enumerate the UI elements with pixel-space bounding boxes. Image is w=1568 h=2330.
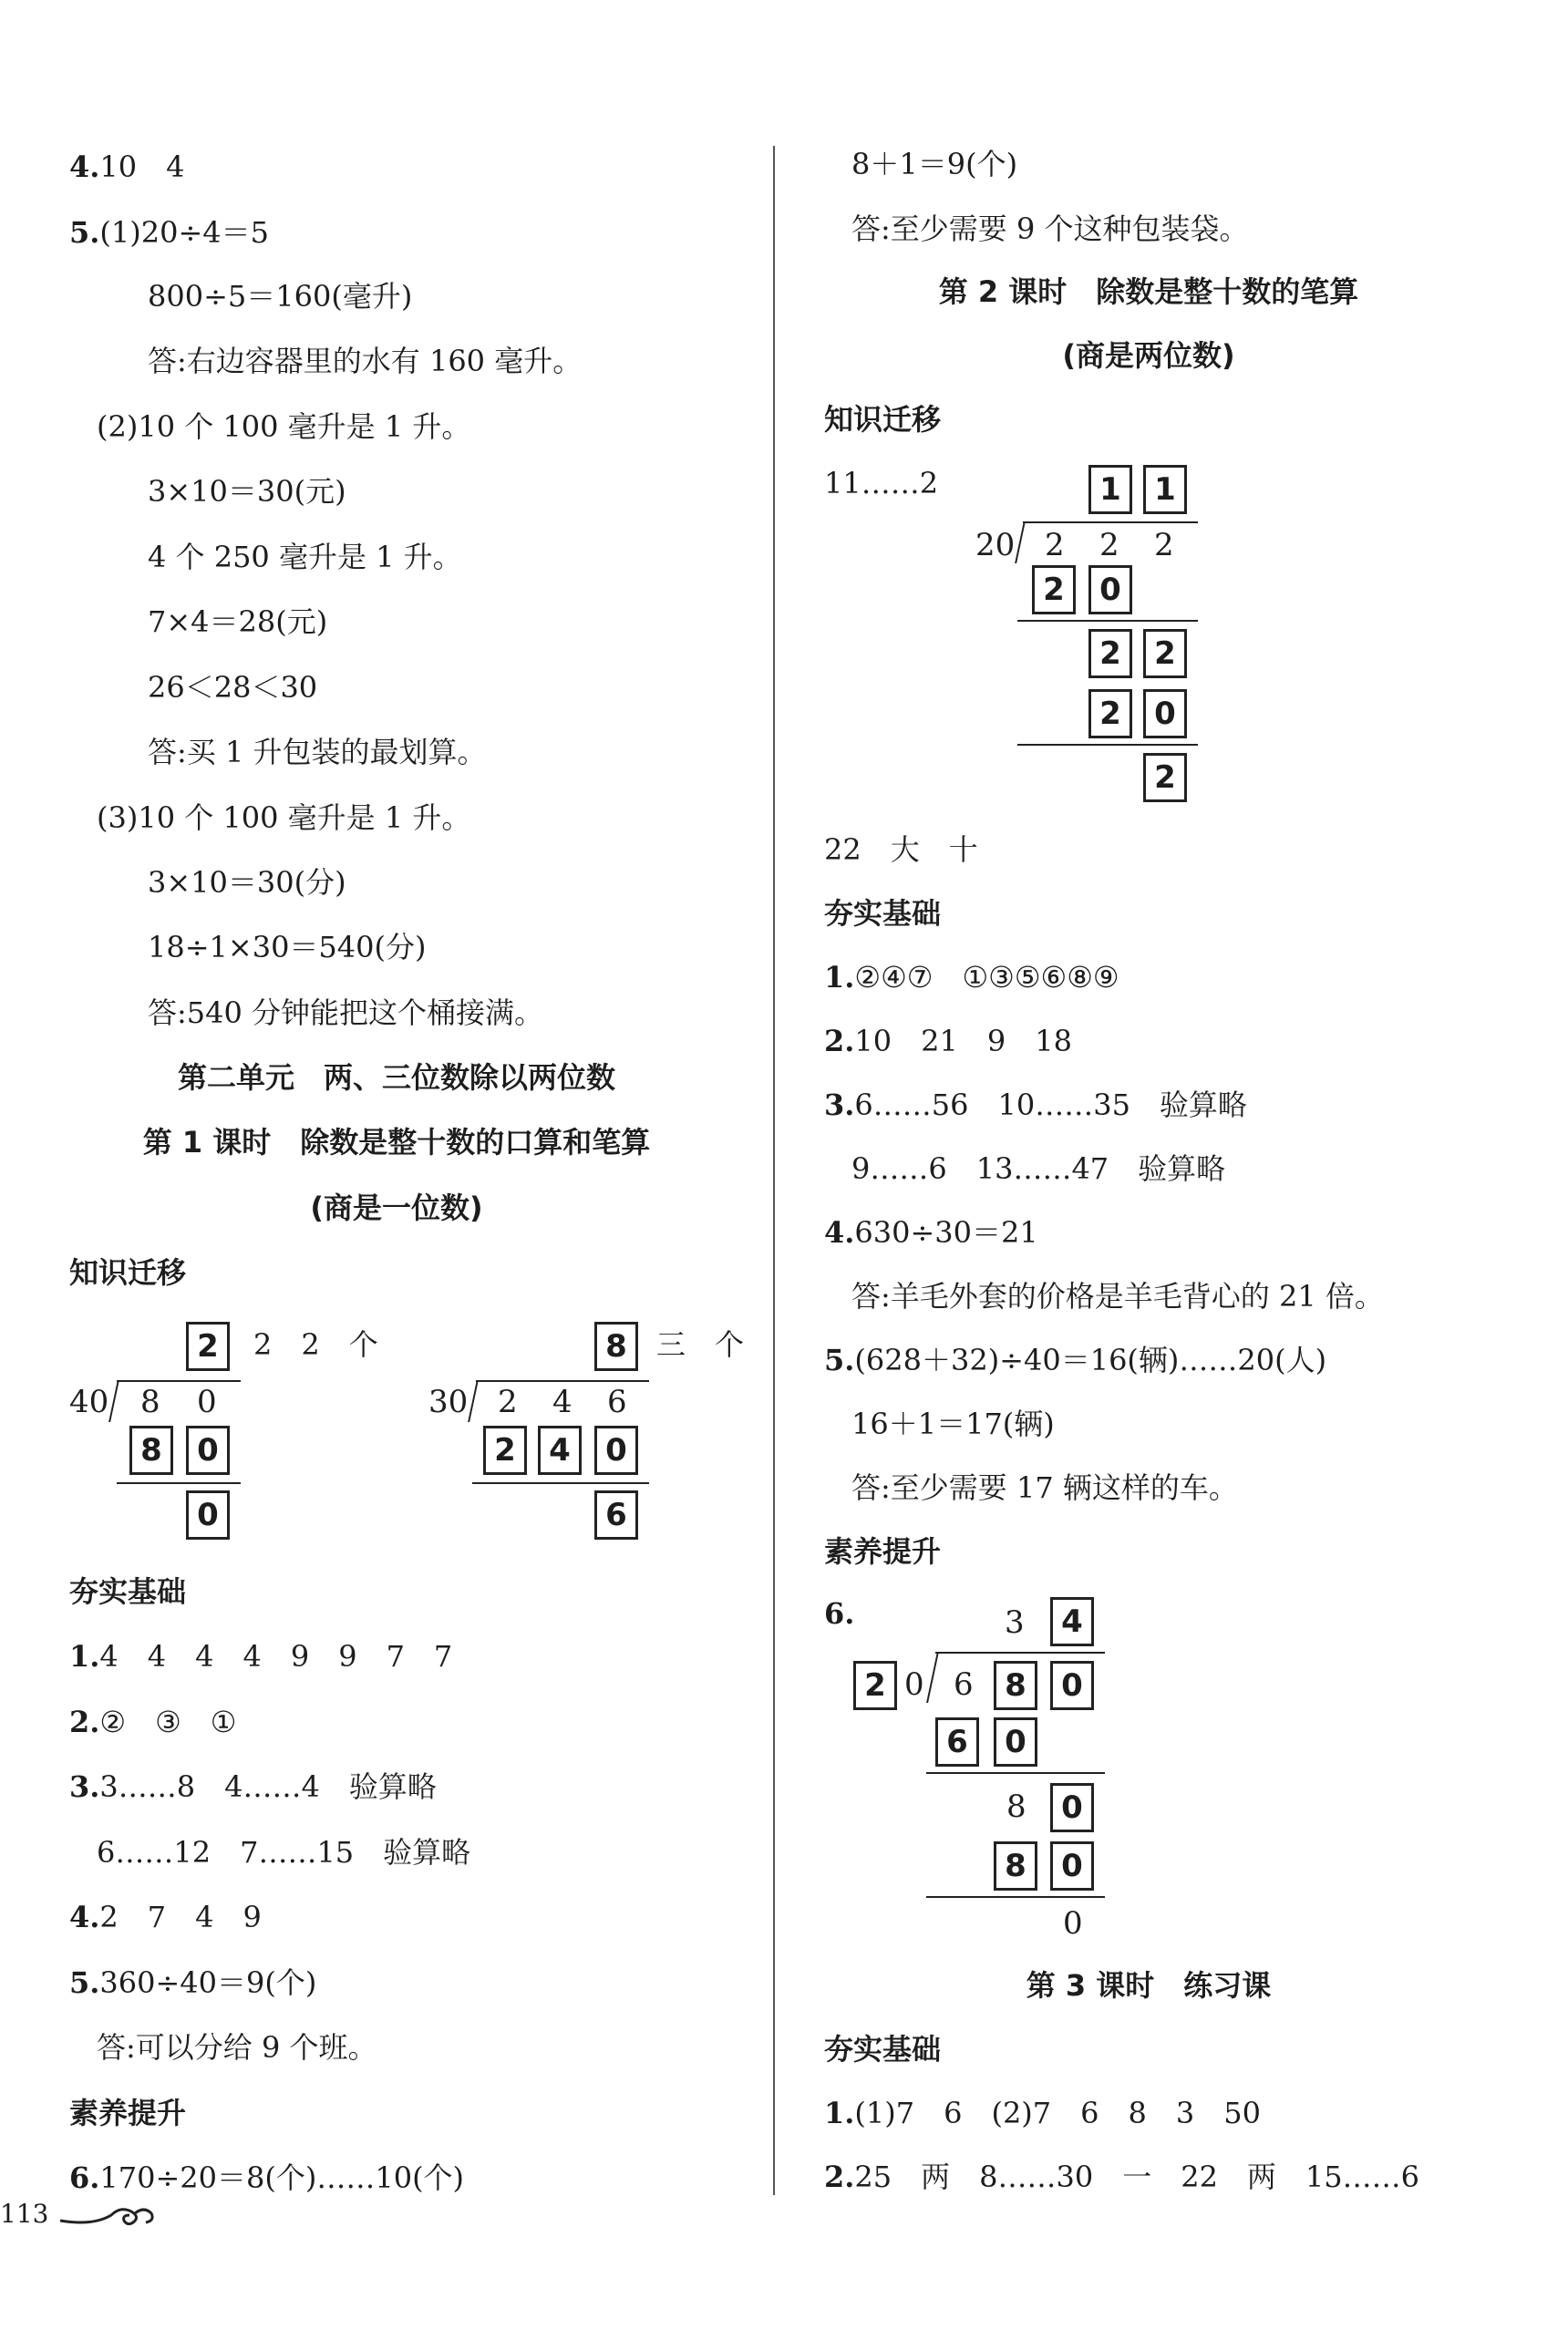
dividend-digit: 2 — [1099, 527, 1119, 563]
partial-box: 2 — [1143, 629, 1187, 678]
product-box: 2 — [1088, 689, 1132, 738]
answer-line: 5.(628＋32)÷40＝16(辆)……20(人) — [824, 1343, 1327, 1377]
quotient-box: 8 — [594, 1322, 638, 1371]
lesson-subtitle: (商是一位数) — [310, 1191, 483, 1225]
product-box: 4 — [538, 1426, 582, 1475]
answer-line: 22 大 十 — [824, 832, 978, 867]
dividend-digit: 4 — [552, 1384, 573, 1420]
partial-digit: 8 — [1006, 1789, 1026, 1825]
subtraction-line — [1017, 744, 1198, 746]
section-heading: 夯实基础 — [824, 2032, 942, 2067]
quotient-box: 1 — [1088, 465, 1132, 514]
product-box: 0 — [186, 1426, 230, 1475]
answer-line: 16＋1＝17(辆) — [851, 1407, 1055, 1441]
answer-line: 1.4 4 4 4 9 9 7 7 — [69, 1639, 453, 1674]
page-number: 113 — [0, 2199, 49, 2229]
subtraction-line — [926, 1772, 1105, 1774]
dividend-digit: 6 — [954, 1666, 974, 1703]
product-box: 2 — [1032, 565, 1076, 614]
answer-line: 答:540 分钟能把这个桶接满。 — [148, 995, 544, 1030]
answer-line: 3×10＝30(分) — [148, 865, 346, 900]
answer-line: 800÷5＝160(毫升) — [148, 279, 413, 314]
subtraction-line — [117, 1482, 241, 1484]
section-heading: 夯实基础 — [824, 896, 942, 931]
division-bracket — [926, 1652, 939, 1703]
partial-box: 2 — [1088, 629, 1132, 678]
answer-line: 11……2 — [824, 466, 939, 500]
quotient-box: 4 — [1050, 1597, 1094, 1646]
answer-line: 4 个 250 毫升是 1 升。 — [148, 540, 462, 574]
product-box: 0 — [594, 1426, 638, 1475]
product-box: 0 — [1143, 689, 1187, 738]
remainder-box: 2 — [1143, 753, 1187, 802]
division-bracket — [108, 1380, 119, 1422]
product-box: 8 — [994, 1841, 1037, 1891]
answer-line: 3.3……8 4……4 验算略 — [69, 1769, 437, 1804]
divisor: 20 — [975, 527, 1016, 563]
remainder-box: 0 — [186, 1490, 230, 1540]
answer-line: 答:至少需要 9 个这种包装袋。 — [851, 211, 1249, 246]
answer-line: 2.② ③ ① — [69, 1705, 237, 1739]
dividend-digit: 6 — [607, 1384, 627, 1420]
unit-title: 第二单元 两、三位数除以两位数 — [177, 1060, 616, 1095]
answer-line: 9……6 13……47 验算略 — [851, 1151, 1226, 1186]
division-overline — [935, 1652, 1105, 1654]
lesson-title: 第 3 课时 练习课 — [1026, 1968, 1272, 2003]
answer-line: 6……12 7……15 验算略 — [97, 1835, 471, 1870]
subtraction-line — [1017, 620, 1198, 622]
product-box: 6 — [935, 1717, 979, 1767]
dividend-digit: 0 — [197, 1384, 217, 1420]
answer-line: 答:至少需要 17 辆这样的车。 — [851, 1470, 1238, 1505]
answer-line: 答:买 1 升包装的最划算。 — [148, 735, 487, 769]
section-heading: 知识迁移 — [824, 402, 942, 437]
dividend-box: 8 — [994, 1661, 1037, 1710]
dividend-digit: 2 — [1154, 527, 1174, 563]
divisor-box: 2 — [853, 1661, 897, 1710]
page-footer — [0, 2199, 157, 2230]
answer-line: 1.(1)7 6 (2)7 6 8 3 50 — [824, 2096, 1261, 2130]
division-overline — [476, 1380, 649, 1382]
product-box: 2 — [483, 1426, 527, 1475]
partial-box: 0 — [1050, 1783, 1094, 1832]
answer-line: 4.10 4 — [69, 149, 185, 184]
question-number: 6. — [824, 1596, 855, 1631]
divisor-digit: 0 — [904, 1666, 924, 1703]
dividend-box: 0 — [1050, 1661, 1094, 1710]
division-bracket — [1015, 521, 1026, 563]
lesson-title: 第 2 课时 除数是整十数的笔算 — [938, 274, 1359, 309]
answer-line: 26＜28＜30 — [148, 670, 318, 705]
section-heading: 夯实基础 — [69, 1574, 187, 1609]
answer-line: 8＋1＝9(个) — [851, 147, 1018, 181]
remainder-box: 6 — [594, 1490, 638, 1540]
subtraction-line — [472, 1482, 649, 1484]
dividend-digit: 2 — [1045, 527, 1065, 563]
answer-line: 18÷1×30＝540(分) — [148, 930, 427, 964]
division-note: 2 2 个 — [253, 1327, 378, 1362]
quotient-box: 1 — [1143, 465, 1187, 514]
product-box: 8 — [129, 1426, 173, 1475]
answer-line: (3)10 个 100 毫升是 1 升。 — [97, 800, 471, 835]
section-heading: 素养提升 — [69, 2096, 187, 2130]
dividend-digit: 2 — [498, 1384, 518, 1420]
answer-line: 1.②④⑦ ①③⑤⑥⑧⑨ — [824, 960, 1119, 995]
answer-line: 5.360÷40＝9(个) — [69, 1965, 317, 2000]
quotient-box: 2 — [186, 1322, 230, 1371]
answer-line: 3.6……56 10……35 验算略 — [824, 1088, 1247, 1122]
answer-line: 答:可以分给 9 个班。 — [97, 2030, 377, 2065]
answer-line: 7×4＝28(元) — [148, 604, 328, 639]
division-overline — [117, 1380, 241, 1382]
section-heading: 知识迁移 — [69, 1255, 187, 1290]
divisor: 30 — [428, 1384, 469, 1420]
answer-line: 3×10＝30(元) — [148, 474, 346, 509]
column-divider — [773, 146, 775, 2195]
answer-line: 答:右边容器里的水有 160 毫升。 — [148, 344, 583, 378]
answer-line: 答:羊毛外套的价格是羊毛背心的 21 倍。 — [851, 1279, 1384, 1314]
answer-line: 4.2 7 4 9 — [69, 1900, 262, 1934]
answer-line: 2.10 21 9 18 — [824, 1024, 1072, 1058]
cloud-ornament-icon — [57, 2202, 157, 2230]
product-box: 0 — [994, 1717, 1037, 1767]
quotient-digit: 3 — [1005, 1604, 1025, 1641]
section-heading: 素养提升 — [824, 1534, 942, 1569]
dividend-digit: 8 — [140, 1384, 160, 1420]
division-overline — [1023, 521, 1198, 523]
division-bracket — [468, 1380, 479, 1422]
divisor: 40 — [69, 1384, 109, 1420]
answer-line: 6.170÷20＝8(个)……10(个) — [69, 2160, 465, 2195]
answer-line: 2.25 两 8……30 一 22 两 15……6 — [824, 2160, 1420, 2194]
answer-line: 4.630÷30＝21 — [824, 1215, 1038, 1250]
product-box: 0 — [1088, 565, 1132, 614]
remainder-digit: 0 — [1063, 1905, 1083, 1942]
product-box: 0 — [1050, 1841, 1094, 1891]
subtraction-line — [926, 1896, 1105, 1898]
answer-line: 5.(1)20÷4＝5 — [69, 215, 269, 250]
lesson-title: 第 1 课时 除数是整十数的口算和笔算 — [142, 1125, 651, 1160]
division-note: 三 个 — [656, 1327, 745, 1362]
lesson-subtitle: (商是两位数) — [1062, 338, 1235, 373]
answer-line: (2)10 个 100 毫升是 1 升。 — [97, 409, 471, 444]
